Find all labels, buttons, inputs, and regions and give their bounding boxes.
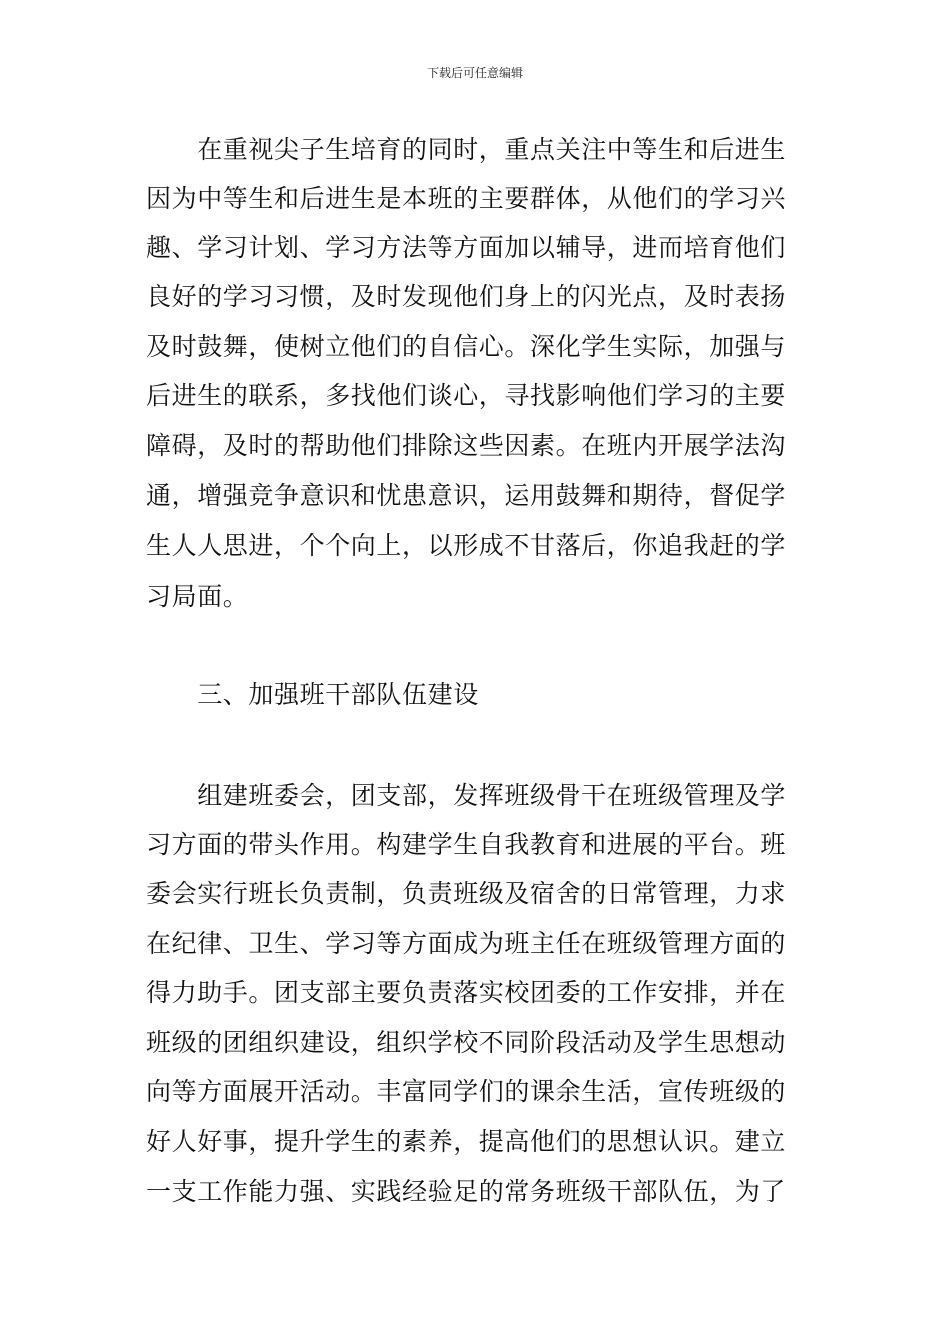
paragraph-2-line-5: 得力助手。团支部主要负责落实校团委的工作安排，并在 [146, 978, 787, 1007]
paragraph-2-line-1: 组建班委会，团支部，发挥班级骨干在班级管理及学 [146, 781, 787, 810]
paragraph-2-line-4: 在纪律、卫生、学习等方面成为班主任在班级管理方面的 [146, 929, 787, 958]
paragraph-1-line-9: 生人人思进，个个向上，以形成不甘落后，你追我赶的学 [146, 531, 787, 560]
paragraph-1-line-3: 趣、学习计划、学习方法等方面加以辅导，进而培育他们 [146, 233, 787, 262]
section-heading: 三、加强班干部队伍建设 [146, 680, 479, 709]
paragraph-1-line-10: 习局面。 [146, 582, 249, 611]
paragraph-2-line-8: 好人好事，提升学生的素养，提高他们的思想认识。建立 [146, 1127, 787, 1156]
paragraph-2-line-3: 委会实行班长负责制，负责班级及宿舍的日常管理，力求 [146, 879, 787, 908]
paragraph-2-line-7: 向等方面展开活动。丰富同学们的课余生活，宣传班级的 [146, 1077, 787, 1106]
paragraph-1-line-5: 及时鼓舞，使树立他们的自信心。深化学生实际，加强与 [146, 332, 787, 361]
paragraph-1-line-4: 良好的学习习惯，及时发现他们身上的闪光点，及时表扬 [146, 282, 787, 311]
paragraph-2-line-2: 习方面的带头作用。构建学生自我教育和进展的平台。班 [146, 830, 787, 859]
paragraph-1-line-1: 在重视尖子生培育的同时，重点关注中等生和后进生 [146, 135, 787, 164]
paragraph-2-line-6: 班级的团组织建设，组织学校不同阶段活动及学生思想动 [146, 1028, 787, 1057]
paragraph-1-line-2: 因为中等生和后进生是本班的主要群体，从他们的学习兴 [146, 184, 787, 213]
paragraph-1-line-7: 障碍，及时的帮助他们排除这些因素。在班内开展学法沟 [146, 431, 787, 460]
paragraph-2-line-9: 一支工作能力强、实践经验足的常务班级干部队伍，为了 [146, 1177, 787, 1206]
paragraph-1-line-8: 通，增强竞争意识和忧患意识，运用鼓舞和期待，督促学 [146, 481, 787, 510]
paragraph-1-line-6: 后进生的联系，多找他们谈心，寻找影响他们学习的主要 [146, 381, 787, 410]
page-header-note: 下载后可任意编辑 [426, 66, 523, 80]
